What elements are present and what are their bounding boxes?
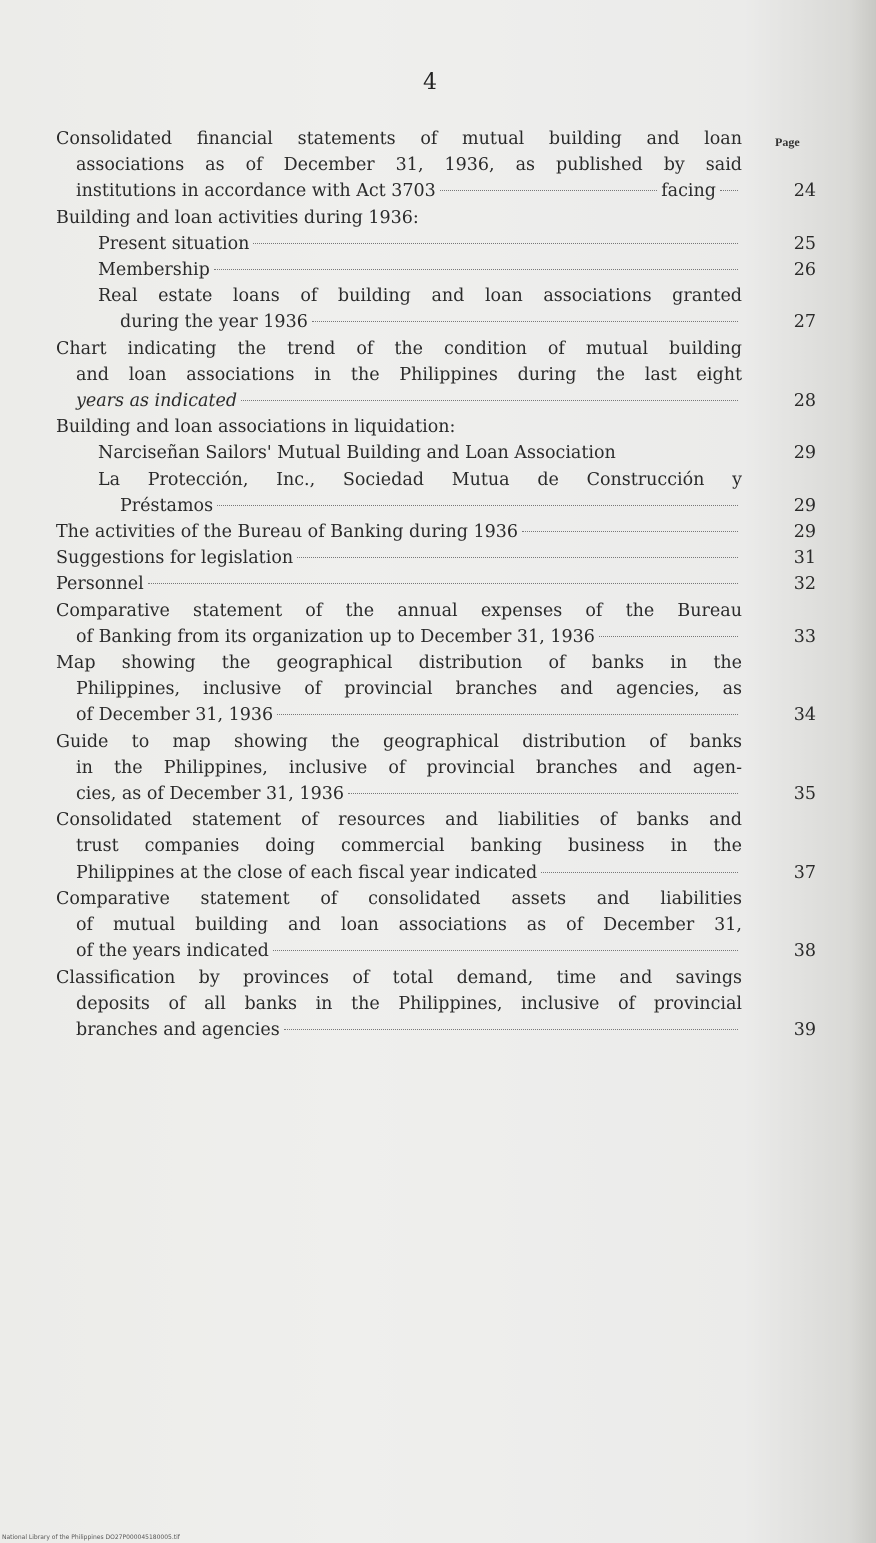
- toc-heading-text: Building and loan associations in liquidation:: [56, 417, 456, 438]
- dot-leader: [348, 793, 738, 794]
- toc-entry-title-end: years as indicated: [76, 391, 238, 412]
- dot-leader: [440, 190, 657, 191]
- toc-entry: [56, 336, 816, 415]
- dot-leader: [241, 400, 738, 401]
- toc-page-number: 35: [793, 784, 816, 805]
- toc-entry-title-end: during the year 1936: [120, 312, 308, 333]
- toc-entry-title-end: Philippines at the close of each fiscal year indicated: [76, 862, 538, 883]
- toc-entry-line: Consolidated statement of resources and liabilities of banks and: [56, 810, 742, 831]
- toc-entry-title-end: cies, as of December 31, 1936: [76, 784, 344, 805]
- toc-entry: [56, 571, 816, 597]
- toc-entry-title-end: Membership: [98, 260, 210, 281]
- toc-entry-line: of mutual building and loan associations as of December 31,: [76, 915, 742, 936]
- toc-page-number: 26: [793, 260, 816, 281]
- toc-page-number: 24: [793, 181, 816, 202]
- toc-entry-title-end: institutions in accordance with Act 3703: [76, 181, 436, 202]
- toc-entry-line: Guide to map showing the geographical distribution of banks: [56, 731, 742, 752]
- toc-entry-line: Comparative statement of the annual expenses of the Bureau: [56, 600, 742, 621]
- toc-heading-text: Building and loan activities during 1936:: [56, 207, 419, 228]
- toc-page-number: 25: [793, 233, 816, 254]
- dot-leader: [148, 583, 738, 584]
- toc-entry-title-end: Narciseñan Sailors' Mutual Building and Loan Association: [98, 443, 616, 464]
- toc-page-number: 37: [793, 862, 816, 883]
- toc-entry-title-end: of the years indicated: [76, 941, 269, 962]
- toc-entry: [56, 886, 816, 965]
- toc-entry-line: trust companies doing commercial banking business in the: [76, 836, 742, 857]
- toc-page-number: 38: [793, 941, 816, 962]
- toc-entry-line: Comparative statement of consolidated assets and liabilities: [56, 888, 742, 909]
- dot-leader: [284, 1029, 738, 1030]
- dot-leader: [720, 190, 738, 191]
- toc-entry-line: La Protección, Inc., Sociedad Mutua de Construcción y: [98, 469, 742, 490]
- toc-entry: [56, 650, 816, 729]
- page-column-label: Page: [775, 135, 800, 149]
- toc-entry-line: deposits of all banks in the Philippines, inclusive of provincial: [76, 993, 742, 1014]
- dot-leader: [297, 557, 738, 558]
- toc-entry: [56, 283, 816, 335]
- dot-leader: [541, 872, 738, 873]
- toc-entry-line: Map showing the geographical distribution of banks in the: [56, 653, 742, 674]
- toc-entry: [56, 598, 816, 650]
- toc-entry: [56, 807, 816, 886]
- toc-entry-line: Philippines, inclusive of provincial branches and agencies, as: [76, 679, 742, 700]
- dot-leader: [253, 243, 738, 244]
- toc-entry: [56, 126, 816, 205]
- toc-entry-line: and loan associations in the Philippines during the last eight: [76, 364, 742, 385]
- toc-entry-line: associations as of December 31, 1936, as published by said: [76, 155, 742, 176]
- table-of-contents: [56, 126, 816, 1043]
- dot-leader: [217, 505, 738, 506]
- toc-entry-line: in the Philippines, inclusive of provincial branches and agen-: [76, 757, 742, 778]
- toc-entry-title-end: Personnel: [56, 574, 144, 595]
- toc-page-number: 29: [793, 522, 816, 543]
- toc-page-number: 34: [793, 705, 816, 726]
- toc-page-number: 39: [793, 1019, 816, 1040]
- toc-entry-title-end: of Banking from its organization up to December 31, 1936: [76, 626, 595, 647]
- toc-page-number: 32: [793, 574, 816, 595]
- toc-entry: [56, 545, 816, 571]
- toc-entry-line: Real estate loans of building and loan associations granted: [98, 286, 742, 307]
- toc-entry: [56, 257, 816, 283]
- toc-entry-title-end: Préstamos: [120, 495, 214, 516]
- toc-entry-line: Chart indicating the trend of the condition of mutual building: [56, 338, 742, 359]
- toc-page-number: 33: [793, 626, 816, 647]
- toc-section-heading: [56, 205, 816, 231]
- toc-page-number: 29: [793, 443, 816, 464]
- toc-entry-line: Classification by provinces of total demand, time and savings: [56, 967, 742, 988]
- toc-entry-note: facing: [661, 181, 716, 202]
- toc-entry-title-end: The activities of the Bureau of Banking during 1936: [56, 522, 519, 543]
- toc-entry: [56, 519, 816, 545]
- dot-leader: [522, 531, 738, 532]
- toc-entry-title-end: branches and agencies: [76, 1019, 280, 1040]
- page-number: 4: [423, 70, 437, 95]
- toc-entry-title-end: Suggestions for legislation: [56, 548, 294, 569]
- toc-entry-title-end: of December 31, 1936: [76, 705, 274, 726]
- dot-leader: [312, 321, 738, 322]
- toc-section-heading: [56, 414, 816, 440]
- dot-leader: [277, 714, 738, 715]
- toc-page-number: 31: [793, 548, 816, 569]
- dot-leader: [599, 636, 738, 637]
- toc-page-number: 27: [793, 312, 816, 333]
- toc-entry: [56, 231, 816, 257]
- toc-page-number: 28: [793, 391, 816, 412]
- toc-entry: [56, 440, 816, 466]
- toc-entry-line: Consolidated financial statements of mutual building and loan: [56, 129, 742, 149]
- toc-entry: [56, 467, 816, 519]
- toc-entry: [56, 729, 816, 808]
- toc-page-number: 29: [793, 495, 816, 516]
- footer-caption: National Library of the Philippines DO27P000045180005.tif: [2, 1534, 180, 1541]
- dot-leader: [273, 950, 738, 951]
- toc-entry-title-end: Present situation: [98, 233, 250, 254]
- toc-entry: [56, 965, 816, 1044]
- dot-leader: [214, 269, 738, 270]
